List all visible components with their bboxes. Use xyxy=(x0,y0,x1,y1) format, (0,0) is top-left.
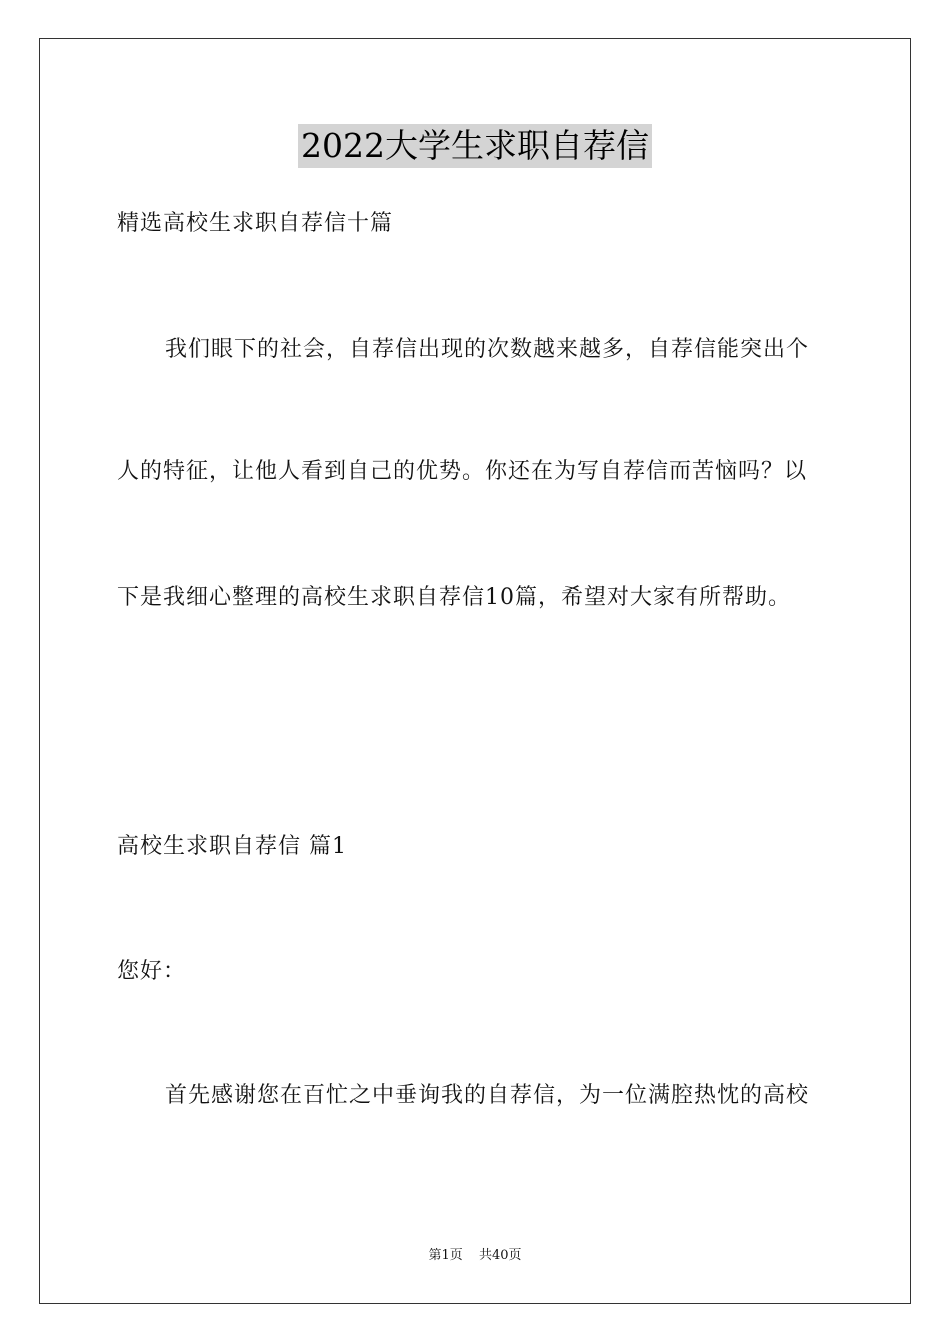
title-container xyxy=(0,124,950,168)
page-number: 第1页 xyxy=(428,1248,463,1263)
section-heading: 高校生求职自荐信 篇1 xyxy=(117,834,347,859)
document-subtitle: 精选高校生求职自荐信十篇 xyxy=(117,211,394,236)
intro-line-2: 人的特征，让他人看到自己的优势。你还在为写自荐信而苦恼吗？以 xyxy=(117,459,808,484)
intro-line-1: 我们眼下的社会，自荐信出现的次数越来越多，自荐信能突出个 xyxy=(165,337,810,362)
body-line: 首先感谢您在百忙之中垂询我的自荐信，为一位满腔热忱的高校 xyxy=(165,1083,810,1108)
greeting: 您好： xyxy=(117,959,187,984)
page-total: 共40页 xyxy=(478,1248,522,1263)
intro-line-3: 下是我细心整理的高校生求职自荐信10篇，希望对大家有所帮助。 xyxy=(117,585,791,610)
page-footer xyxy=(0,1246,950,1266)
document-title: 2022大学生求职自荐信 xyxy=(298,124,652,168)
